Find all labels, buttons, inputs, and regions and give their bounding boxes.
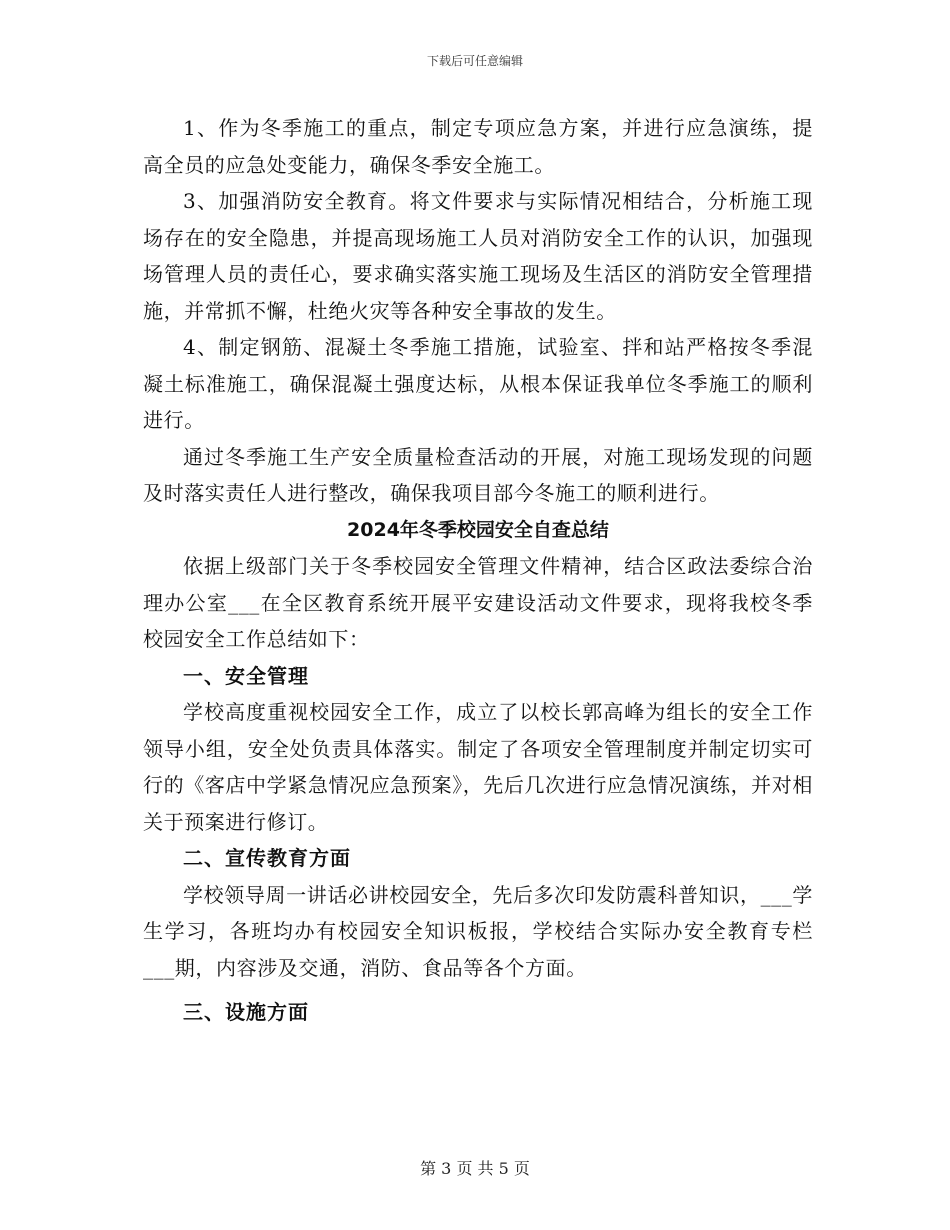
paragraph-item-3: 3、加强消防安全教育。将文件要求与实际情况相结合，分析施工现场存在的安全隐患，并提高现场施工人员对消防安全工作的认识，加强现场管理人员的责任心，要求确实落实施工现场及生活区的消防安全管理措施，并常抓不懈，杜绝火灾等各种安全事故的发生。 <box>143 189 813 323</box>
paragraph-item-4: 4、制定钢筋、混凝土冬季施工措施，试验室、拌和站严格按冬季混凝土标准施工，确保混凝土强度达标，从根本保证我单位冬季施工的顺利进行。 <box>143 335 813 432</box>
page-number: 第 3 页 共 5 页 <box>420 1159 530 1178</box>
heading-education: 二、宣传教育方面 <box>183 846 351 870</box>
heading-safety-management: 一、安全管理 <box>183 663 309 688</box>
paragraph-safety-management: 学校高度重视校园安全工作，成立了以校长郭高峰为组长的安全工作领导小组，安全处负责具体落实。制定了各项安全管理制度并制定切实可行的《客店中学紧急情况应急预案》，先后几次进行应急情况演练，并对相关于预案进行修订。 <box>143 700 813 834</box>
paragraph-education: 学校领导周一讲话必讲校园安全，先后多次印发防震科普知识，___学生学习，各班均办有校园安全知识板报，学校结合实际办安全教育专栏___期，内容涉及交通，消防、食品等各个方面。 <box>143 882 813 980</box>
document-body <box>143 110 813 1031</box>
page-header-note: 下载后可任意编辑 <box>426 54 523 68</box>
paragraph-item-1: 1、作为冬季施工的重点，制定专项应急方案，并进行应急演练，提高全员的应急处变能力，确保冬季安全施工。 <box>143 116 813 177</box>
section-title: 2024年冬季校园安全自查总结 <box>347 518 609 541</box>
spacer <box>143 986 813 994</box>
paragraph-conclusion: 通过冬季施工生产安全质量检查活动的开展，对施工现场发现的问题及时落实责任人进行整改，确保我项目部今冬施工的顺利进行。 <box>143 444 813 505</box>
heading-facilities: 三、设施方面 <box>183 1000 309 1024</box>
paragraph-intro: 依据上级部门关于冬季校园安全管理文件精神，结合区政法委综合治理办公室___在全区教育系统开展平安建设活动文件要求，现将我校冬季校园安全工作总结如下： <box>143 554 813 651</box>
